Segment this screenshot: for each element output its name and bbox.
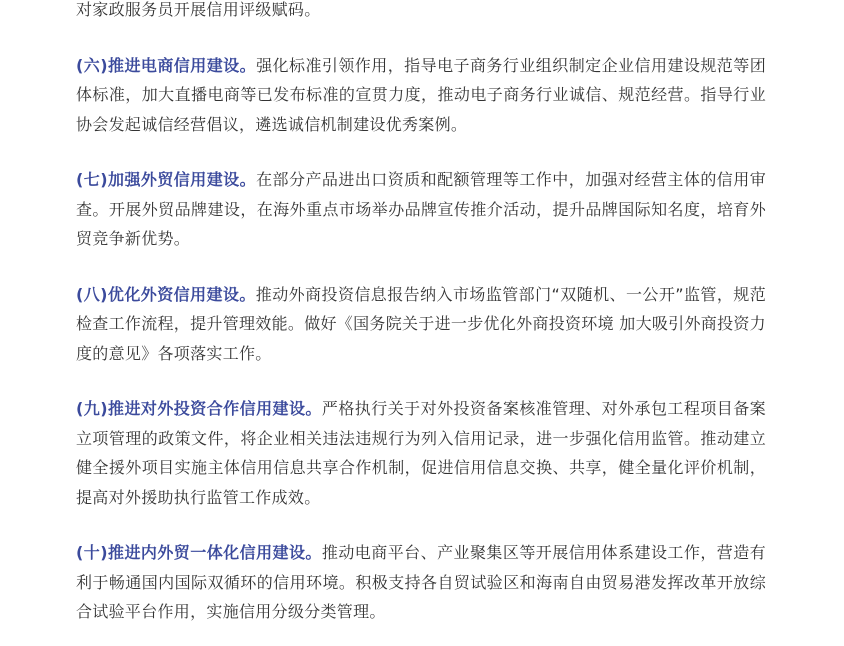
- paragraph-spacer: [76, 139, 766, 165]
- paragraph-spacer: [76, 368, 766, 394]
- section-paragraph-9: [76, 394, 766, 512]
- section-body-8: 推动外商投资信息报告纳入市场监管部门“双随机、一公开”监管，规范检查工作流程，提升管理效能。做好《国务院关于进一步优化外商投资环境 加大吸引外商投资力度的意见》各项落实工作。: [76, 284, 766, 363]
- section-heading-9: (九)推进对外投资合作信用建设。: [76, 399, 322, 418]
- section-paragraph-8: [76, 280, 766, 369]
- section-heading-7: (七)加强外贸信用建设。: [76, 170, 257, 189]
- paragraph-spacer: [76, 512, 766, 538]
- section-heading-8: (八)优化外资信用建设。: [76, 284, 256, 304]
- section-body-9: 严格执行关于对外投资备案核准管理、对外承包工程项目备案立项管理的政策文件，将企业相关违法违规行为列入信用记录，进一步强化信用监管。推动建立健全援外项目实施主体信用信息共享合作机制，促进信用信息交换、共享，健全量化评价机制，提高对外援助执行监管工作成效。: [76, 399, 766, 507]
- section-heading-10: (十)推进内外贸一体化信用建设。: [76, 543, 322, 562]
- section-paragraph-6: [76, 51, 766, 140]
- paragraph-spacer: [76, 254, 766, 280]
- section-body-10: 推动电商平台、产业聚集区等开展信用体系建设工作，营造有利于畅通国内国际双循环的信用环境。积极支持各自贸试验区和海南自由贸易港发挥改革开放综合试验平台作用，实施信用分级分类管理。: [76, 543, 766, 621]
- lead-paragraph: 对家政服务员开展信用评级赋码。: [76, 0, 321, 19]
- section-heading-6: (六)推进电商信用建设。: [76, 55, 257, 75]
- section-body-6: 强化标准引领作用，指导电子商务行业组织制定企业信用建设规范等团体标准，加大直播电商等已发布标准的宣贯力度，推动电子商务行业诚信、规范经营。指导行业协会发起诚信经营倡议，遴选诚信机制建设优秀案例。: [76, 55, 766, 134]
- section-body-7: 在部分产品进出口资质和配额管理等工作中，加强对经营主体的信用审查。开展外贸品牌建设，在海外重点市场举办品牌宣传推介活动，提升品牌国际知名度，培育外贸竞争新优势。: [76, 170, 766, 248]
- section-paragraph-7: [76, 165, 766, 254]
- article-body: [76, 0, 766, 627]
- section-paragraph-10: [76, 538, 766, 627]
- paragraph-spacer: [76, 30, 766, 51]
